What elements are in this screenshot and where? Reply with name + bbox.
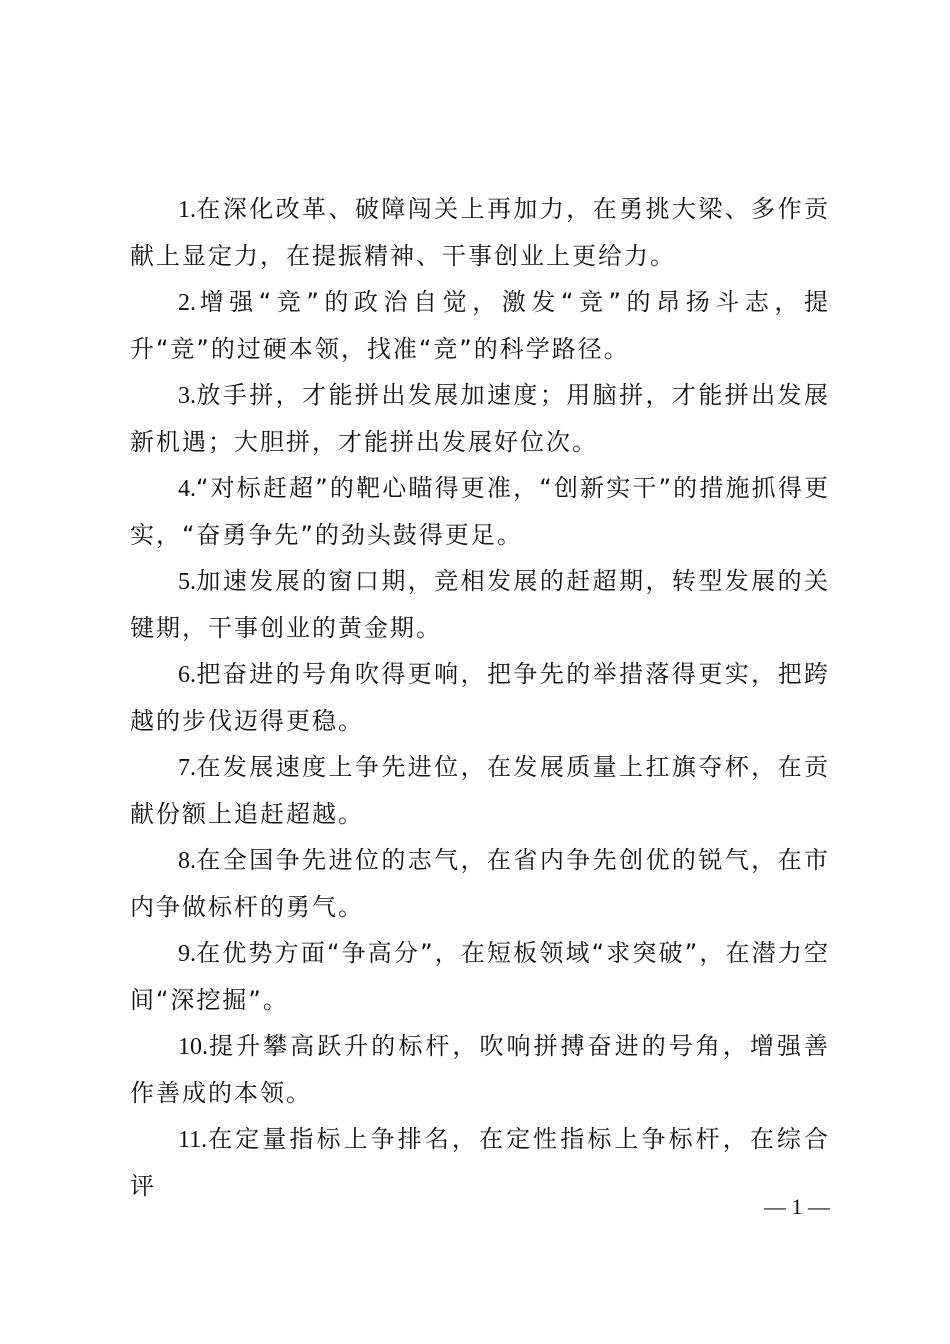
paragraph-number: 8.	[178, 848, 196, 874]
body-text	[130, 186, 830, 1209]
paragraph-number: 11.	[178, 1127, 208, 1153]
page-number: — 1 —	[764, 1194, 830, 1219]
paragraph-number: 7.	[178, 755, 196, 781]
paragraph-5	[130, 558, 830, 651]
paragraph-number: 4.	[178, 476, 196, 502]
paragraph-2	[130, 279, 830, 372]
paragraph-9	[130, 930, 830, 1023]
paragraph-3	[130, 372, 830, 465]
paragraph-text: “对标赶超”的靶心瞄得更准，“创新实干”的措施抓得更实，“奋勇争先”的劲头鼓得更足。	[130, 474, 830, 549]
paragraph-4	[130, 465, 830, 558]
paragraph-7	[130, 744, 830, 837]
paragraph-11	[130, 1116, 830, 1209]
paragraph-number: 9.	[178, 941, 196, 967]
paragraph-text: 加速发展的窗口期，竞相发展的赶超期，转型发展的关键期，干事创业的黄金期。	[130, 567, 830, 642]
paragraph-text: 增强“竞”的政治自觉，激发“竞”的昂扬斗志，提升“竞”的过硬本领，找准“竞”的科学路径。	[130, 288, 830, 363]
paragraph-1	[130, 186, 830, 279]
paragraph-text: 提升攀高跃升的标杆，吹响拼搏奋进的号角，增强善作善成的本领。	[130, 1032, 830, 1107]
paragraph-text: 放手拼，才能拼出发展加速度；用脑拼，才能拼出发展新机遇；大胆拼，才能拼出发展好位次。	[130, 381, 830, 456]
paragraph-text: 在发展速度上争先进位，在发展质量上扛旗夺杯，在贡献份额上追赶超越。	[130, 753, 830, 828]
paragraph-6	[130, 651, 830, 744]
paragraph-number: 10.	[178, 1034, 208, 1060]
paragraph-text: 在定量指标上争排名，在定性指标上争标杆，在综合评	[130, 1125, 830, 1200]
paragraph-number: 6.	[178, 662, 196, 688]
paragraph-text: 把奋进的号角吹得更响，把争先的举措落得更实，把跨越的步伐迈得更稳。	[130, 660, 830, 735]
paragraph-8	[130, 837, 830, 930]
paragraph-number: 3.	[178, 383, 196, 409]
paragraph-number: 2.	[178, 290, 196, 316]
paragraph-text: 在全国争先进位的志气，在省内争先创优的锐气，在市内争做标杆的勇气。	[130, 846, 830, 921]
paragraph-10	[130, 1023, 830, 1116]
paragraph-text: 在优势方面“争高分”，在短板领域“求突破”，在潜力空间“深挖掘”。	[130, 939, 830, 1014]
paragraph-text: 在深化改革、破障闯关上再加力，在勇挑大梁、多作贡献上显定力，在提振精神、干事创业上更给力。	[130, 195, 830, 270]
paragraph-number: 5.	[178, 569, 196, 595]
paragraph-number: 1.	[178, 197, 196, 223]
